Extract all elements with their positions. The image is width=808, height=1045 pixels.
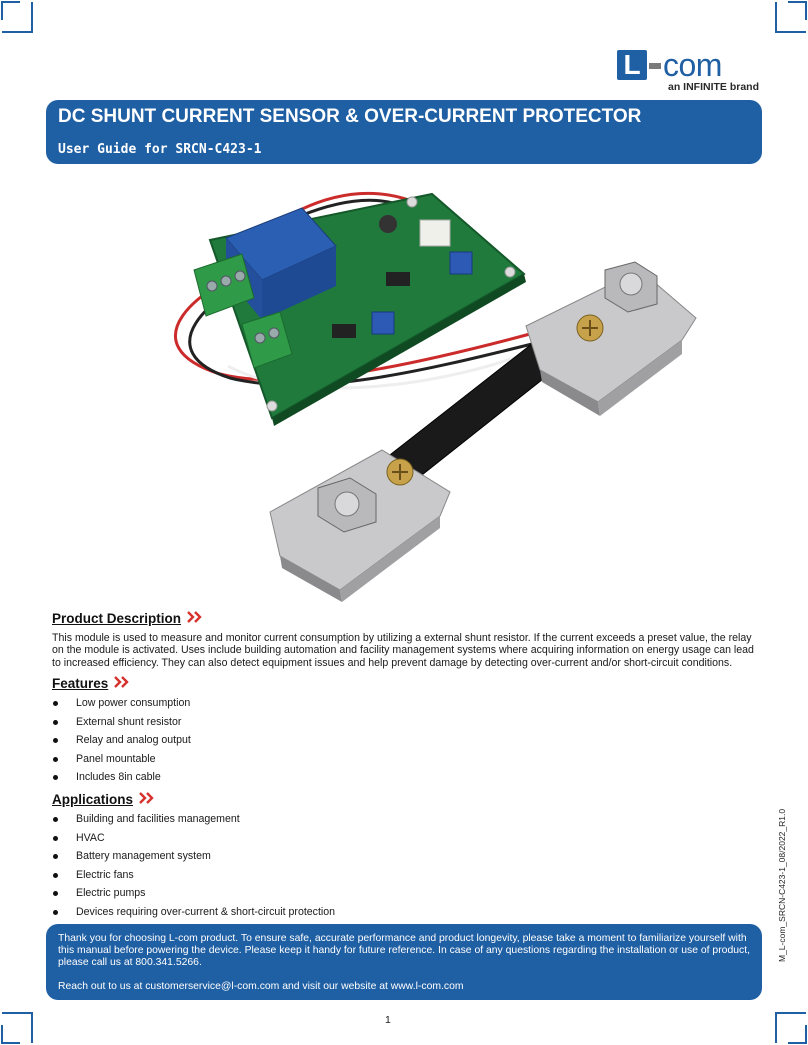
footer-notice-box: [46, 924, 762, 1000]
bullet-icon: [53, 873, 58, 878]
bullet-icon: [53, 910, 58, 915]
bullet-icon: [53, 720, 58, 725]
list-item-text: Includes 8in cable: [76, 771, 161, 784]
footer-contact-text: Reach out to us at customerservice@l-com.com and visit our website at www.l-com.com: [58, 981, 464, 992]
list-item-text: Battery management system: [76, 850, 211, 863]
title-banner: [46, 100, 762, 164]
lcom-logo: [617, 48, 759, 96]
corner-decoration-bottom-left: [0, 999, 46, 1045]
list-item: [52, 847, 335, 866]
list-item: [52, 829, 335, 848]
applications-heading-text: Applications: [52, 792, 134, 807]
logo-wordmark: com: [663, 47, 722, 83]
list-item-text: Devices requiring over-current & short-circuit protection: [76, 905, 336, 918]
list-item-text: Relay and analog output: [76, 734, 191, 747]
list-item-text: Building and facilities management: [76, 813, 240, 825]
bullet-icon: [53, 738, 58, 743]
chevron-double-right-icon: [114, 676, 130, 691]
corner-decoration-bottom-right: [762, 999, 808, 1045]
chevron-double-right-icon: [187, 611, 203, 626]
product-description-heading: [52, 611, 203, 626]
bullet-icon: [53, 836, 58, 841]
product-description-heading-text: Product Description: [52, 611, 182, 626]
document-id: M_L-com_SRCN-C423-1_08/2022_R1.0: [777, 808, 787, 962]
chevron-double-right-icon: [139, 792, 155, 807]
features-heading-text: Features: [52, 676, 109, 691]
document-subtitle: User Guide for SRCN-C423-1: [58, 142, 262, 157]
list-item-text: Electric pumps: [76, 887, 146, 900]
logo-dash: [649, 63, 661, 69]
list-item-text: Low power consumption: [76, 697, 191, 709]
features-list: [52, 694, 191, 787]
list-item-text: Electric fans: [76, 868, 134, 881]
list-item-text: HVAC: [76, 831, 105, 844]
corner-decoration-top-left: [0, 0, 46, 46]
list-item: [52, 903, 335, 922]
product-description-text: This module is used to measure and monitor current consumption by utilizing a external shunt resistor. If the current exceeds a preset value, the relay on the module is activated. Uses include building automation and facility management systems where acquiring information on energy usage can lead to increased efficiency. They can also detect equipment issues and help prevent damage by detecting over-current and/or short-circuit conditions.: [52, 632, 754, 669]
corner-decoration-top-right: [762, 0, 808, 46]
list-item: [52, 866, 335, 885]
product-photo: [150, 166, 710, 606]
logo-tagline: an INFINITE brand: [667, 81, 759, 93]
page-number: 1: [385, 1014, 391, 1026]
list-item: [52, 731, 191, 750]
list-item: [52, 713, 191, 732]
list-item: [52, 750, 191, 769]
applications-list: [52, 810, 335, 922]
applications-heading: [52, 792, 155, 807]
logo-letter-box: L: [617, 50, 647, 80]
document-title: DC SHUNT CURRENT SENSOR & OVER-CURRENT PROTECTOR: [58, 106, 642, 127]
bullet-icon: [53, 757, 58, 762]
list-item: [52, 694, 191, 713]
bullet-icon: [53, 854, 58, 859]
footer-notice-text: Thank you for choosing L-com product. To ensure safe, accurate performance and product longevity, please take a moment to familiarize yourself with this manual before powering the device. Please keep it handy for future reference. In case of any questions regarding the installation or use of product, please call us at 800.341.5266.: [58, 933, 750, 968]
list-item-text: Panel mountable: [76, 752, 156, 765]
bullet-icon: [53, 817, 58, 822]
list-item: [52, 884, 335, 903]
bullet-icon: [53, 775, 58, 780]
list-item: [52, 768, 191, 787]
list-item: [52, 810, 335, 829]
bullet-icon: [53, 701, 58, 706]
features-heading: [52, 676, 130, 691]
bullet-icon: [53, 891, 58, 896]
list-item-text: External shunt resistor: [76, 715, 182, 728]
